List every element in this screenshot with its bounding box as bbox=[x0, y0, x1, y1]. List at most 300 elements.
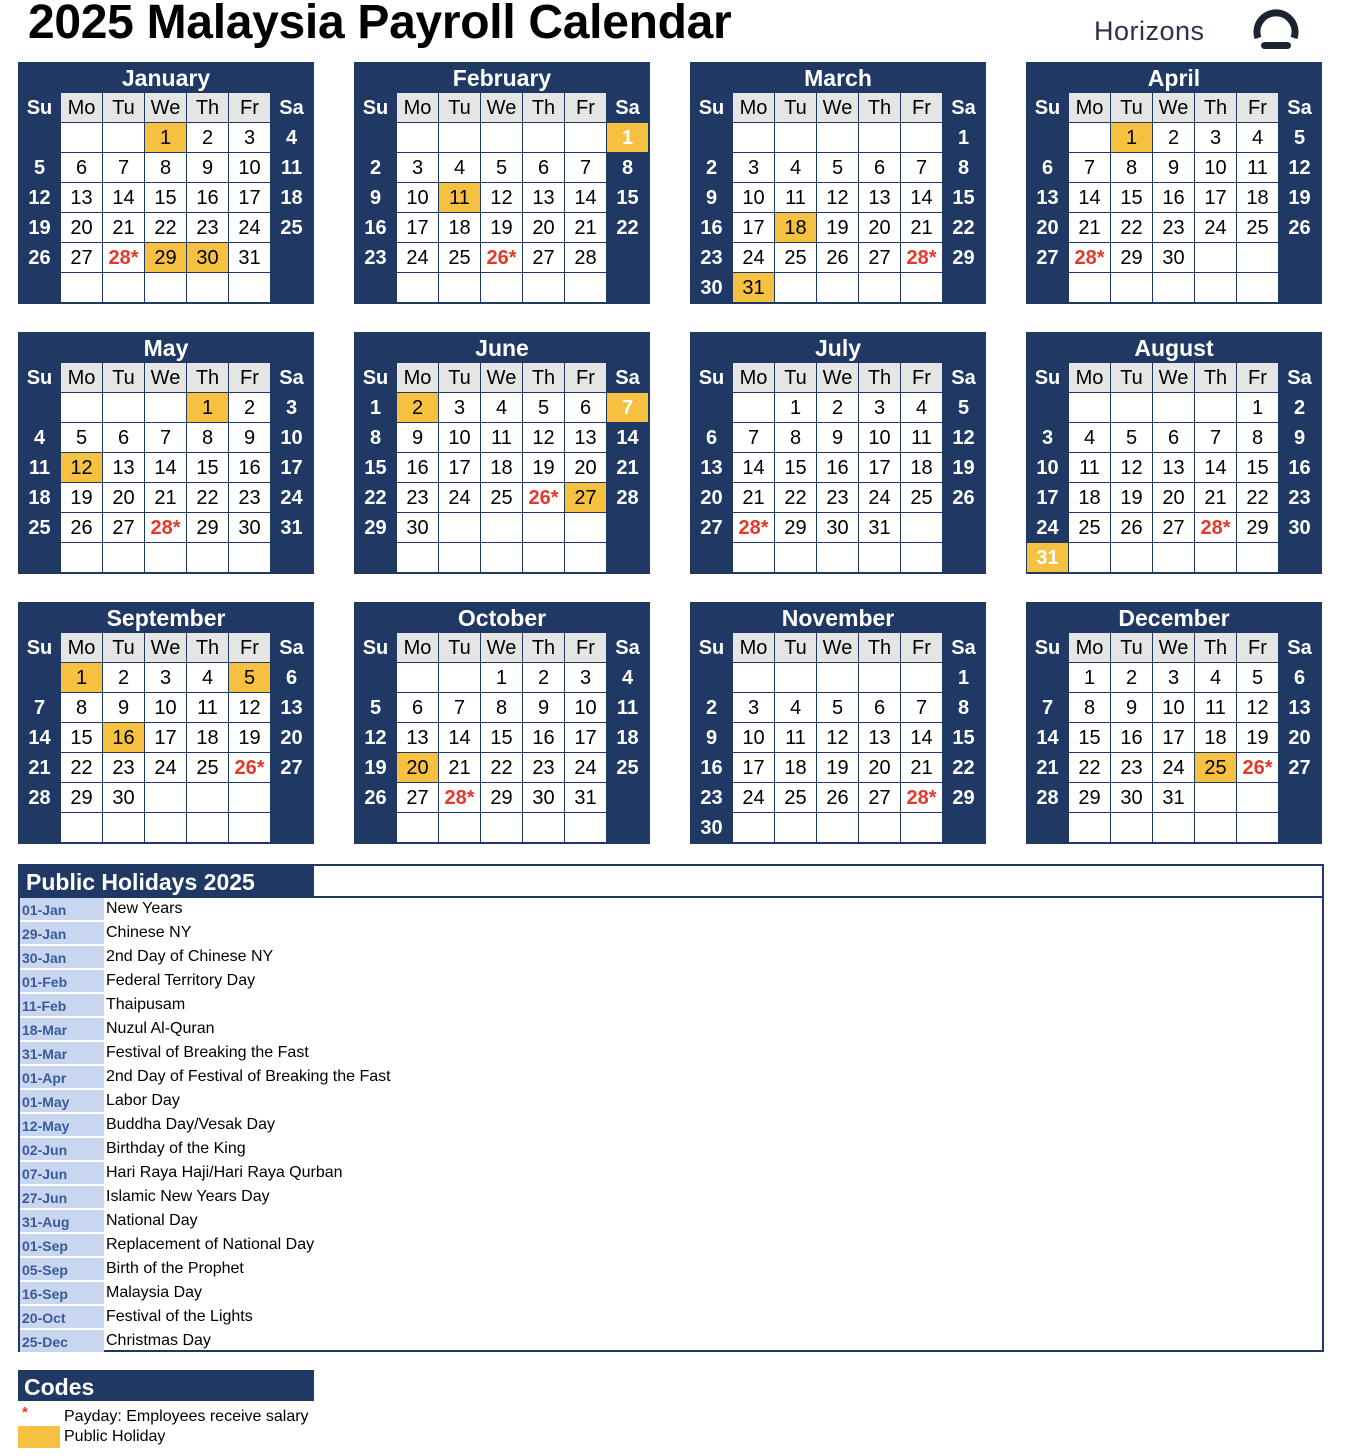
empty-day-cell bbox=[103, 543, 144, 572]
day-cell: 28 bbox=[1027, 783, 1068, 812]
day-cell: 1 bbox=[61, 663, 102, 692]
day-cell: 7 bbox=[145, 423, 186, 452]
day-cell: 24 bbox=[733, 243, 774, 272]
empty-day-cell bbox=[607, 813, 648, 842]
day-cell: 23 bbox=[691, 783, 732, 812]
empty-day-cell bbox=[397, 273, 438, 302]
holiday-row bbox=[20, 1186, 1322, 1210]
empty-day-cell bbox=[817, 543, 858, 572]
day-cell: 4 bbox=[1237, 123, 1278, 152]
empty-day-cell bbox=[355, 123, 396, 152]
day-cell: 12 bbox=[19, 183, 60, 212]
day-cell: 11 bbox=[1069, 453, 1110, 482]
day-cell: 14 bbox=[1027, 723, 1068, 752]
day-cell: 6 bbox=[1279, 663, 1320, 692]
day-cell: 21 bbox=[901, 753, 942, 782]
day-cell: 26 bbox=[943, 483, 984, 512]
empty-day-cell bbox=[775, 813, 816, 842]
weekday-header: Tu bbox=[439, 363, 480, 392]
empty-day-cell bbox=[817, 123, 858, 152]
weekday-header: Su bbox=[355, 93, 396, 122]
empty-day-cell bbox=[145, 393, 186, 422]
day-cell: 23 bbox=[1153, 213, 1194, 242]
day-cell: 20 bbox=[61, 213, 102, 242]
empty-day-cell bbox=[943, 813, 984, 842]
holiday-row bbox=[20, 946, 1322, 970]
empty-day-cell bbox=[439, 513, 480, 542]
empty-day-cell bbox=[61, 123, 102, 152]
day-cell: 20 bbox=[1153, 483, 1194, 512]
day-cell: 18 bbox=[775, 753, 816, 782]
empty-day-cell bbox=[943, 543, 984, 572]
day-cell: 9 bbox=[817, 423, 858, 452]
day-cell: 8 bbox=[943, 693, 984, 722]
day-cell: 6 bbox=[523, 153, 564, 182]
day-cell: 25 bbox=[607, 753, 648, 782]
day-cell: 16 bbox=[691, 753, 732, 782]
day-cell: 22 bbox=[145, 213, 186, 242]
empty-day-cell bbox=[481, 513, 522, 542]
day-cell: 12 bbox=[1279, 153, 1320, 182]
day-cell: 10 bbox=[565, 693, 606, 722]
day-cell: 9 bbox=[229, 423, 270, 452]
day-cell: 2 bbox=[397, 393, 438, 422]
day-cell: 31 bbox=[229, 243, 270, 272]
day-cell: 20 bbox=[859, 753, 900, 782]
day-cell: 12 bbox=[523, 423, 564, 452]
day-cell: 17 bbox=[397, 213, 438, 242]
empty-day-cell bbox=[901, 513, 942, 542]
day-cell: 10 bbox=[439, 423, 480, 452]
holiday-name: Festival of Breaking the Fast bbox=[106, 1044, 309, 1061]
day-cell: 25 bbox=[439, 243, 480, 272]
empty-day-cell bbox=[1069, 543, 1110, 572]
day-cell: 21 bbox=[145, 483, 186, 512]
day-cell: 1 bbox=[607, 123, 648, 152]
day-cell: 26 bbox=[1111, 513, 1152, 542]
day-cell: 23 bbox=[229, 483, 270, 512]
day-cell: 8 bbox=[1237, 423, 1278, 452]
day-cell: 16 bbox=[817, 453, 858, 482]
empty-day-cell bbox=[1153, 273, 1194, 302]
day-cell: 19 bbox=[1279, 183, 1320, 212]
empty-day-cell bbox=[1153, 813, 1194, 842]
day-cell: 20 bbox=[271, 723, 312, 752]
day-cell: 7 bbox=[439, 693, 480, 722]
empty-day-cell bbox=[355, 273, 396, 302]
weekday-header: Su bbox=[355, 363, 396, 392]
holiday-date: 01-May bbox=[20, 1090, 104, 1112]
holiday-name: Festival of the Lights bbox=[106, 1308, 253, 1325]
weekday-header: We bbox=[1153, 363, 1194, 392]
weekday-header: Th bbox=[1195, 363, 1236, 392]
day-cell: 13 bbox=[1027, 183, 1068, 212]
empty-day-cell bbox=[1027, 123, 1068, 152]
weekday-header: We bbox=[817, 633, 858, 662]
weekday-header: We bbox=[817, 93, 858, 122]
day-cell: 27 bbox=[859, 783, 900, 812]
day-cell: 19 bbox=[943, 453, 984, 482]
empty-day-cell bbox=[355, 543, 396, 572]
weekday-header: Th bbox=[1195, 633, 1236, 662]
month-title: July bbox=[814, 335, 862, 361]
weekday-header: Mo bbox=[1069, 93, 1110, 122]
month-february bbox=[354, 62, 650, 304]
day-cell: 1 bbox=[1237, 393, 1278, 422]
weekday-header: Tu bbox=[1111, 93, 1152, 122]
empty-day-cell bbox=[229, 783, 270, 812]
day-cell: 7 bbox=[19, 693, 60, 722]
empty-day-cell bbox=[901, 813, 942, 842]
day-cell: 20 bbox=[523, 213, 564, 242]
day-cell: 21 bbox=[1195, 483, 1236, 512]
day-cell: 24 bbox=[1153, 753, 1194, 782]
day-cell: 2 bbox=[691, 153, 732, 182]
public-holidays-title: Public Holidays 2025 bbox=[20, 866, 314, 896]
day-cell: 12 bbox=[817, 723, 858, 752]
day-cell: 5 bbox=[817, 693, 858, 722]
day-cell: 6 bbox=[1027, 153, 1068, 182]
day-cell: 16 bbox=[1279, 453, 1320, 482]
day-cell: 30 bbox=[691, 273, 732, 302]
day-cell: 19 bbox=[817, 213, 858, 242]
day-cell: 26 bbox=[355, 783, 396, 812]
empty-day-cell bbox=[607, 273, 648, 302]
day-cell: 12 bbox=[481, 183, 522, 212]
day-cell: 6 bbox=[691, 423, 732, 452]
empty-day-cell bbox=[565, 513, 606, 542]
day-cell: 4 bbox=[481, 393, 522, 422]
empty-day-cell bbox=[1069, 123, 1110, 152]
day-cell: 14 bbox=[19, 723, 60, 752]
day-cell: 6 bbox=[61, 153, 102, 182]
day-cell: 7 bbox=[1195, 423, 1236, 452]
day-cell: 16 bbox=[691, 213, 732, 242]
day-cell: 12 bbox=[1237, 693, 1278, 722]
empty-day-cell bbox=[1069, 393, 1110, 422]
weekday-header: Su bbox=[19, 633, 60, 662]
empty-day-cell bbox=[733, 813, 774, 842]
day-cell: 20 bbox=[1027, 213, 1068, 242]
empty-day-cell bbox=[271, 783, 312, 812]
empty-day-cell bbox=[1195, 783, 1236, 812]
empty-day-cell bbox=[523, 513, 564, 542]
day-cell: 23 bbox=[523, 753, 564, 782]
empty-day-cell bbox=[61, 393, 102, 422]
day-cell: 28* bbox=[1069, 243, 1110, 272]
day-cell: 28* bbox=[439, 783, 480, 812]
holiday-date: 07-Jun bbox=[20, 1162, 104, 1184]
day-cell: 1 bbox=[481, 663, 522, 692]
weekday-header: Mo bbox=[61, 633, 102, 662]
day-cell: 30 bbox=[691, 813, 732, 842]
day-cell: 24 bbox=[439, 483, 480, 512]
empty-day-cell bbox=[481, 813, 522, 842]
day-cell: 29 bbox=[775, 513, 816, 542]
day-cell: 16 bbox=[187, 183, 228, 212]
weekday-header: Tu bbox=[775, 633, 816, 662]
month-title: November bbox=[781, 605, 895, 631]
month-october bbox=[354, 602, 650, 844]
weekday-header: Fr bbox=[565, 93, 606, 122]
empty-day-cell bbox=[859, 273, 900, 302]
empty-day-cell bbox=[1111, 393, 1152, 422]
holiday-name: Birth of the Prophet bbox=[106, 1260, 244, 1277]
empty-day-cell bbox=[817, 813, 858, 842]
month-title: December bbox=[1118, 605, 1230, 631]
empty-day-cell bbox=[1153, 393, 1194, 422]
empty-day-cell bbox=[61, 543, 102, 572]
day-cell: 3 bbox=[439, 393, 480, 422]
empty-day-cell bbox=[1069, 813, 1110, 842]
day-cell: 13 bbox=[523, 183, 564, 212]
day-cell: 3 bbox=[1027, 423, 1068, 452]
day-cell: 17 bbox=[1195, 183, 1236, 212]
day-cell: 3 bbox=[229, 123, 270, 152]
empty-day-cell bbox=[187, 273, 228, 302]
day-cell: 14 bbox=[565, 183, 606, 212]
day-cell: 12 bbox=[355, 723, 396, 752]
weekday-header: Mo bbox=[1069, 633, 1110, 662]
weekday-header: Th bbox=[1195, 93, 1236, 122]
day-cell: 14 bbox=[103, 183, 144, 212]
day-cell: 24 bbox=[229, 213, 270, 242]
day-cell: 27 bbox=[1027, 243, 1068, 272]
weekday-header: Mo bbox=[397, 363, 438, 392]
weekday-header: Tu bbox=[103, 633, 144, 662]
empty-day-cell bbox=[691, 393, 732, 422]
holiday-date: 02-Jun bbox=[20, 1138, 104, 1160]
day-cell: 16 bbox=[229, 453, 270, 482]
day-cell: 13 bbox=[61, 183, 102, 212]
day-cell: 10 bbox=[145, 693, 186, 722]
weekday-header: Fr bbox=[565, 363, 606, 392]
day-cell: 1 bbox=[1069, 663, 1110, 692]
weekday-header: Fr bbox=[901, 93, 942, 122]
day-cell: 15 bbox=[1069, 723, 1110, 752]
holiday-date: 20-Oct bbox=[20, 1306, 104, 1328]
holiday-row bbox=[20, 1114, 1322, 1138]
day-cell: 29 bbox=[943, 243, 984, 272]
day-cell: 13 bbox=[691, 453, 732, 482]
empty-day-cell bbox=[1027, 393, 1068, 422]
holiday-date: 25-Dec bbox=[20, 1330, 104, 1352]
weekday-header: Sa bbox=[1279, 93, 1320, 122]
holiday-name: Birthday of the King bbox=[106, 1140, 246, 1157]
day-cell: 20 bbox=[103, 483, 144, 512]
empty-day-cell bbox=[229, 813, 270, 842]
day-cell: 4 bbox=[187, 663, 228, 692]
day-cell: 15 bbox=[607, 183, 648, 212]
day-cell: 1 bbox=[943, 123, 984, 152]
day-cell: 17 bbox=[859, 453, 900, 482]
day-cell: 10 bbox=[733, 183, 774, 212]
day-cell: 13 bbox=[271, 693, 312, 722]
day-cell: 4 bbox=[775, 693, 816, 722]
day-cell: 4 bbox=[901, 393, 942, 422]
holiday-name: National Day bbox=[106, 1212, 198, 1229]
day-cell: 9 bbox=[397, 423, 438, 452]
weekday-header: We bbox=[145, 633, 186, 662]
day-cell: 11 bbox=[901, 423, 942, 452]
empty-day-cell bbox=[691, 543, 732, 572]
day-cell: 3 bbox=[1153, 663, 1194, 692]
day-cell: 26 bbox=[817, 783, 858, 812]
day-cell: 26 bbox=[1279, 213, 1320, 242]
holiday-date: 16-Sep bbox=[20, 1282, 104, 1304]
holiday-date: 31-Mar bbox=[20, 1042, 104, 1064]
day-cell: 30 bbox=[103, 783, 144, 812]
day-cell: 30 bbox=[1111, 783, 1152, 812]
day-cell: 8 bbox=[481, 693, 522, 722]
holiday-row bbox=[20, 1258, 1322, 1282]
holiday-row bbox=[20, 970, 1322, 994]
empty-day-cell bbox=[187, 813, 228, 842]
month-day-grid bbox=[19, 363, 312, 572]
month-june bbox=[354, 332, 650, 574]
empty-day-cell bbox=[1111, 273, 1152, 302]
day-cell: 30 bbox=[1153, 243, 1194, 272]
day-cell: 22 bbox=[481, 753, 522, 782]
holiday-row bbox=[20, 898, 1322, 922]
day-cell: 29 bbox=[61, 783, 102, 812]
weekday-header: Tu bbox=[775, 363, 816, 392]
empty-day-cell bbox=[607, 783, 648, 812]
weekday-header: Fr bbox=[229, 633, 270, 662]
weekday-header: Th bbox=[859, 633, 900, 662]
empty-day-cell bbox=[187, 783, 228, 812]
day-cell: 10 bbox=[1153, 693, 1194, 722]
day-cell: 31 bbox=[271, 513, 312, 542]
empty-day-cell bbox=[523, 543, 564, 572]
day-cell: 25 bbox=[187, 753, 228, 782]
empty-day-cell bbox=[1237, 783, 1278, 812]
day-cell: 23 bbox=[187, 213, 228, 242]
day-cell: 3 bbox=[859, 393, 900, 422]
day-cell: 16 bbox=[103, 723, 144, 752]
empty-day-cell bbox=[481, 273, 522, 302]
day-cell: 20 bbox=[397, 753, 438, 782]
day-cell: 16 bbox=[397, 453, 438, 482]
day-cell: 2 bbox=[229, 393, 270, 422]
empty-day-cell bbox=[1153, 543, 1194, 572]
empty-day-cell bbox=[1195, 393, 1236, 422]
empty-day-cell bbox=[439, 543, 480, 572]
empty-day-cell bbox=[1237, 273, 1278, 302]
day-cell: 12 bbox=[1111, 453, 1152, 482]
empty-day-cell bbox=[61, 813, 102, 842]
day-cell: 11 bbox=[607, 693, 648, 722]
day-cell: 31 bbox=[733, 273, 774, 302]
day-cell: 11 bbox=[271, 153, 312, 182]
weekday-header: Sa bbox=[607, 363, 648, 392]
empty-day-cell bbox=[1279, 243, 1320, 272]
day-cell: 7 bbox=[901, 693, 942, 722]
holiday-row bbox=[20, 994, 1322, 1018]
day-cell: 4 bbox=[1195, 663, 1236, 692]
empty-day-cell bbox=[187, 543, 228, 572]
day-cell: 4 bbox=[1069, 423, 1110, 452]
empty-day-cell bbox=[1237, 813, 1278, 842]
day-cell: 8 bbox=[355, 423, 396, 452]
day-cell: 18 bbox=[1237, 183, 1278, 212]
month-november bbox=[690, 602, 986, 844]
day-cell: 19 bbox=[229, 723, 270, 752]
day-cell: 9 bbox=[103, 693, 144, 722]
day-cell: 28* bbox=[901, 243, 942, 272]
weekday-header: Su bbox=[19, 363, 60, 392]
holiday-row bbox=[20, 1090, 1322, 1114]
day-cell: 5 bbox=[61, 423, 102, 452]
empty-day-cell bbox=[271, 813, 312, 842]
empty-day-cell bbox=[901, 123, 942, 152]
day-cell: 17 bbox=[733, 753, 774, 782]
day-cell: 10 bbox=[271, 423, 312, 452]
weekday-header: Mo bbox=[397, 633, 438, 662]
day-cell: 4 bbox=[271, 123, 312, 152]
day-cell: 29 bbox=[1069, 783, 1110, 812]
holiday-name: 2nd Day of Festival of Breaking the Fast bbox=[106, 1068, 391, 1085]
empty-day-cell bbox=[439, 273, 480, 302]
day-cell: 23 bbox=[355, 243, 396, 272]
empty-day-cell bbox=[271, 243, 312, 272]
day-cell: 17 bbox=[229, 183, 270, 212]
holiday-name: Replacement of National Day bbox=[106, 1236, 315, 1253]
public-holidays-panel bbox=[18, 864, 1324, 1352]
day-cell: 24 bbox=[565, 753, 606, 782]
day-cell: 14 bbox=[901, 723, 942, 752]
weekday-header: Th bbox=[187, 363, 228, 392]
day-cell: 16 bbox=[1111, 723, 1152, 752]
day-cell: 28* bbox=[901, 783, 942, 812]
day-cell: 31 bbox=[565, 783, 606, 812]
weekday-header: Su bbox=[19, 93, 60, 122]
empty-day-cell bbox=[481, 543, 522, 572]
empty-day-cell bbox=[1279, 813, 1320, 842]
day-cell: 6 bbox=[859, 693, 900, 722]
weekday-header: Fr bbox=[901, 633, 942, 662]
day-cell: 24 bbox=[1027, 513, 1068, 542]
day-cell: 2 bbox=[523, 663, 564, 692]
empty-day-cell bbox=[1237, 243, 1278, 272]
day-cell: 13 bbox=[565, 423, 606, 452]
month-title: September bbox=[106, 605, 226, 631]
day-cell: 24 bbox=[145, 753, 186, 782]
day-cell: 20 bbox=[565, 453, 606, 482]
horizons-logo-icon bbox=[1250, 4, 1302, 52]
weekday-header: Fr bbox=[1237, 633, 1278, 662]
weekday-header: Sa bbox=[943, 363, 984, 392]
day-cell: 2 bbox=[817, 393, 858, 422]
month-title: June bbox=[475, 335, 529, 361]
weekday-header: Th bbox=[523, 633, 564, 662]
month-title: February bbox=[452, 65, 552, 91]
day-cell: 15 bbox=[355, 453, 396, 482]
day-cell: 15 bbox=[943, 183, 984, 212]
holiday-name: Malaysia Day bbox=[106, 1284, 203, 1301]
day-cell: 5 bbox=[229, 663, 270, 692]
holiday-date: 31-Aug bbox=[20, 1210, 104, 1232]
day-cell: 12 bbox=[817, 183, 858, 212]
weekday-header: Fr bbox=[565, 633, 606, 662]
day-cell: 6 bbox=[103, 423, 144, 452]
day-cell: 9 bbox=[523, 693, 564, 722]
day-cell: 30 bbox=[1279, 513, 1320, 542]
day-cell: 18 bbox=[1195, 723, 1236, 752]
day-cell: 19 bbox=[19, 213, 60, 242]
day-cell: 2 bbox=[1111, 663, 1152, 692]
holiday-row bbox=[20, 1330, 1322, 1354]
